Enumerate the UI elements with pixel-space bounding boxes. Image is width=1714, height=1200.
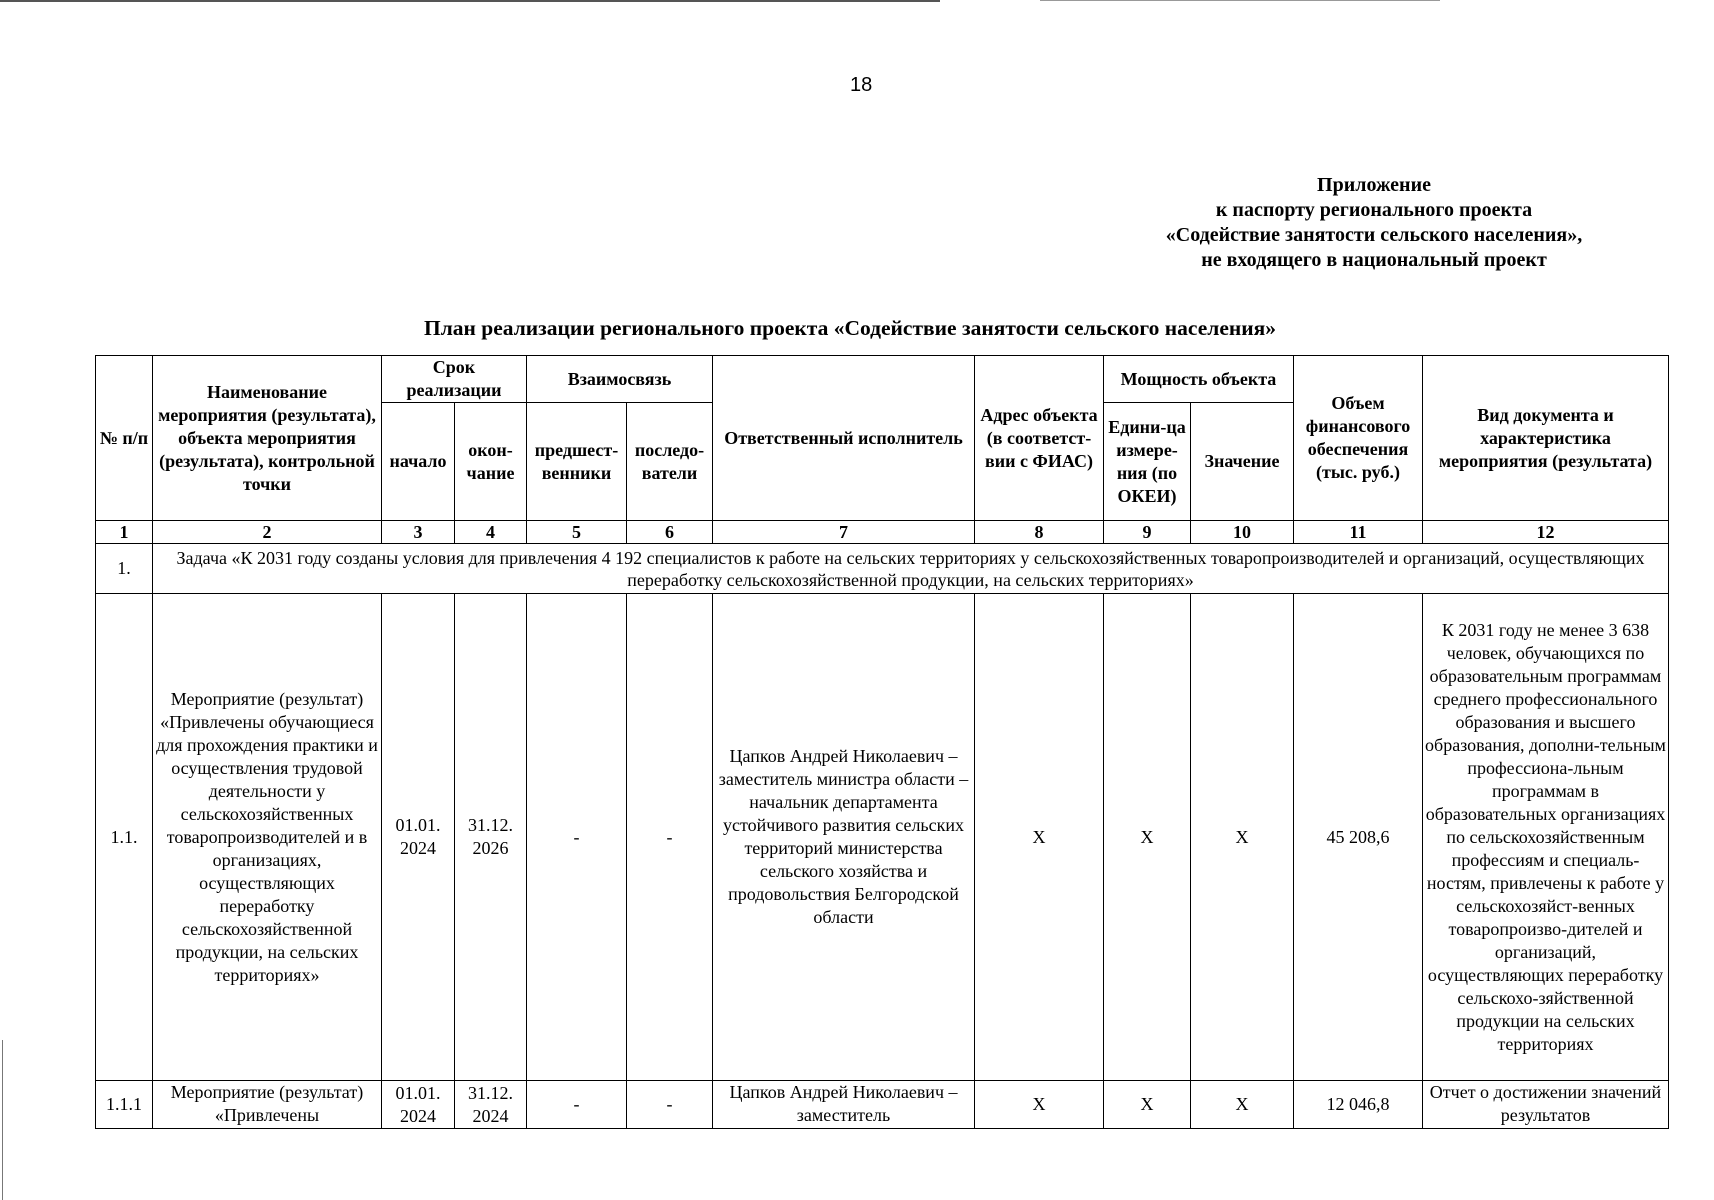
appendix-line: к паспорту регионального проекта	[1215, 199, 1533, 221]
header-start: начало	[382, 403, 455, 521]
header-capacity: Мощность объекта	[1104, 356, 1294, 403]
row-successors: -	[627, 1081, 713, 1129]
appendix-heading	[1094, 173, 1654, 273]
header-unit: Едини-ца измере-ния (по ОКЕИ)	[1104, 403, 1191, 521]
row-end: 31.12. 2024	[455, 1081, 527, 1129]
row-funding: 45 208,6	[1294, 594, 1423, 1081]
header-relation: Взаимосвязь	[527, 356, 713, 403]
row-num: 1.1.1	[96, 1081, 153, 1129]
row-num: 1.1.	[96, 594, 153, 1081]
header-address: Адрес объекта (в соответст-вии с ФИАС)	[975, 356, 1104, 521]
row-predecessors: -	[527, 1081, 627, 1129]
row-doc: К 2031 году не менее 3 638 человек, обучающихся по образовательным программам среднего профессионального образования и высшего образования, дополни-тельным профессиона-льным программам в образовательных организациях по сельскохозяйственным профессиям и специаль-ностям, привлечены к работе у сельскохозяйст-венных товаропроизво-дителей и организаций, осуществляющих переработку сельскохо-зяйственной продукции на сельских территориях	[1423, 594, 1669, 1081]
row-name: Мероприятие (результат) «Привлечены обучающиеся для прохождения практики и осуществления трудовой деятельности у сельскохозяйственных товаропроизводителей и в организациях, осуществляющих переработку сельскохозяйственной продукции, на сельских территориях»	[153, 594, 382, 1081]
column-number: 5	[527, 521, 627, 544]
column-number: 12	[1423, 521, 1669, 544]
row-executor: Цапков Андрей Николаевич – заместитель	[713, 1081, 975, 1129]
row-name: Мероприятие (результат) «Привлечены	[153, 1081, 382, 1129]
column-number: 8	[975, 521, 1104, 544]
column-number: 7	[713, 521, 975, 544]
header-predecessors: предшест-венники	[527, 403, 627, 521]
row-start: 01.01. 2024	[382, 594, 455, 1081]
appendix-line: Приложение	[1317, 174, 1431, 196]
appendix-line: не входящего в национальный проект	[1201, 249, 1547, 271]
header-funding: Объем финансового обеспечения (тыс. руб.)	[1294, 356, 1423, 521]
scan-edge-line	[0, 0, 940, 2]
row-start: 01.01. 2024	[382, 1081, 455, 1129]
task-text: Задача «К 2031 году созданы условия для привлечения 4 192 специалистов к работе на сельских территориях у сельскохозяйственных товаропроизводителей и организаций, осуществляющих переработку сельскохозяйственной продукции, на сельских территориях»	[153, 544, 1669, 594]
header-executor: Ответственный исполнитель	[713, 356, 975, 521]
header-num: № п/п	[96, 356, 153, 521]
row-value: Х	[1191, 1081, 1294, 1129]
row-address: Х	[975, 1081, 1104, 1129]
scan-edge-line	[1040, 0, 1440, 1]
page-number: 18	[850, 74, 873, 96]
row-doc: Отчет о достижении значений результатов	[1423, 1081, 1669, 1129]
column-number: 3	[382, 521, 455, 544]
column-number: 2	[153, 521, 382, 544]
column-number: 9	[1104, 521, 1191, 544]
row-funding: 12 046,8	[1294, 1081, 1423, 1129]
appendix-line: «Содействие занятости сельского населения»,	[1165, 224, 1583, 246]
column-number: 11	[1294, 521, 1423, 544]
row-unit: Х	[1104, 594, 1191, 1081]
scan-edge-line	[2, 1040, 3, 1200]
header-term: Срок реализации	[382, 356, 527, 403]
column-number: 4	[455, 521, 527, 544]
plan-table	[95, 355, 1669, 1129]
row-predecessors: -	[527, 594, 627, 1081]
row-value: Х	[1191, 594, 1294, 1081]
task-num: 1.	[96, 544, 153, 594]
header-name: Наименование мероприятия (результата), объекта мероприятия (результата), контрольной точки	[153, 356, 382, 521]
row-address: Х	[975, 594, 1104, 1081]
row-successors: -	[627, 594, 713, 1081]
row-end: 31.12. 2026	[455, 594, 527, 1081]
column-number: 1	[96, 521, 153, 544]
column-number: 10	[1191, 521, 1294, 544]
plan-title: План реализации регионального проекта «Содействие занятости сельского населения»	[423, 316, 1277, 340]
row-unit: Х	[1104, 1081, 1191, 1129]
row-executor: Цапков Андрей Николаевич – заместитель министра области – начальник департамента устойчивого развития сельских территорий министерства сельского хозяйства и продовольствия Белгородской области	[713, 594, 975, 1081]
column-number: 6	[627, 521, 713, 544]
header-value: Значение	[1191, 403, 1294, 521]
header-end: окон-чание	[455, 403, 527, 521]
header-doc: Вид документа и характеристика мероприятия (результата)	[1423, 356, 1669, 521]
header-successors: последо-ватели	[627, 403, 713, 521]
